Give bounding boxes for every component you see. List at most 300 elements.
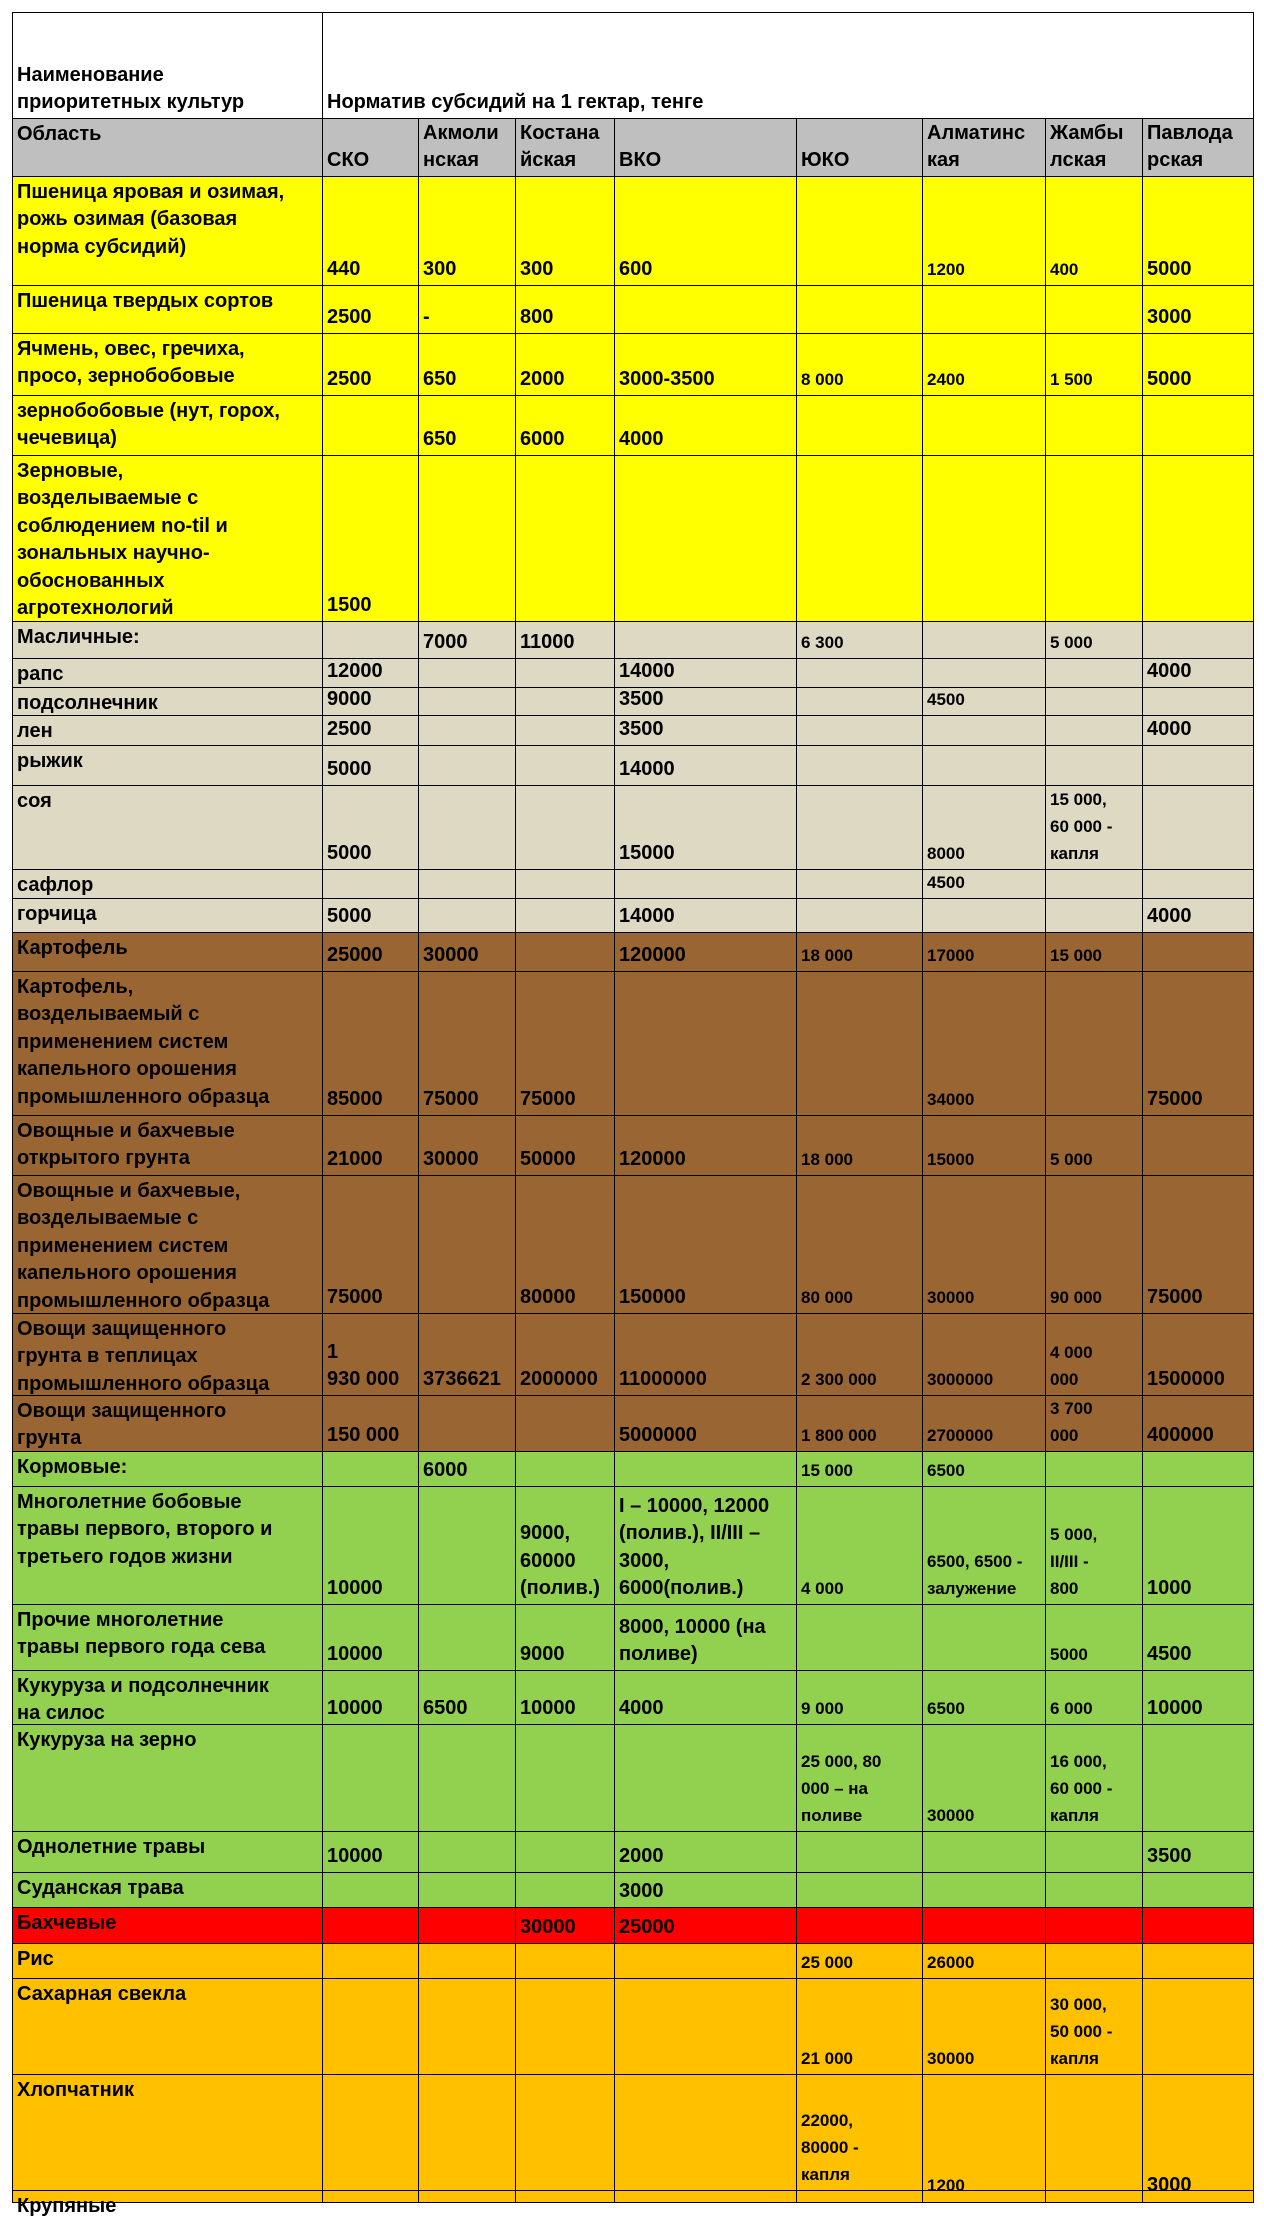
subsidy-value-cell (515, 1943, 616, 1980)
subsidy-value-cell-text: 2000000 (520, 1368, 598, 1391)
subsidy-value-cell (796, 2074, 924, 2192)
crop-name-cell-text: Зерновые, возделываемые с соблюдением no-til и зональных научно- обоснованных агротехнологий (17, 460, 228, 619)
subsidy-value-cell (922, 285, 1047, 335)
crop-name-cell-text: Пшеница яровая и озимая, рожь озимая (базовая норма субсидий) (17, 181, 285, 258)
subsidy-value-cell (322, 2190, 420, 2203)
subsidy-value-cell-text: 6 300 (801, 632, 844, 652)
subsidy-value-cell (418, 715, 517, 747)
subsidy-value-cell (614, 1604, 798, 1672)
subsidy-value-cell-text: 5000 (1147, 258, 1192, 281)
subsidy-value-cell (1045, 455, 1144, 623)
subsidy-value-cell-text: 25 000 (801, 1952, 853, 1972)
subsidy-value-cell (1045, 285, 1144, 335)
subsidy-value-cell (1142, 455, 1254, 623)
subsidy-value-cell (1142, 658, 1254, 689)
subsidy-value-cell-text: 10000 (327, 1845, 383, 1868)
subsidy-value-cell-text: 300 (520, 258, 554, 281)
crop-name-cell-text: сафлор (17, 874, 94, 896)
subsidy-value-cell (922, 932, 1047, 973)
subsidy-value-cell-text: 5 000 (1050, 1149, 1093, 1169)
crop-name-cell-text: Крупяные (17, 2195, 117, 2217)
crop-name-cell-text: Бахчевые (17, 1912, 117, 1934)
subsidy-value-cell-text: 34000 (927, 1089, 975, 1109)
subsidy-value-cell-text: 10000 (520, 1697, 576, 1720)
subsidy-value-cell (515, 2074, 616, 2192)
subsidy-value-cell (1142, 745, 1254, 787)
subsidy-value-cell (322, 1943, 420, 1980)
crop-name-cell-text: Ячмень, овес, гречиха, просо, зернобобовые (17, 338, 245, 388)
subsidy-value-cell-text: 4500 (1147, 1643, 1192, 1666)
subsidy-value-cell-text: 3000000 (927, 1369, 994, 1389)
subsidy-value-cell-text: 5000 (327, 905, 372, 928)
norm-header (322, 12, 1254, 120)
subsidy-value-cell (515, 658, 616, 689)
subsidy-value-cell (1142, 687, 1254, 717)
crop-name-cell (12, 745, 324, 787)
subsidy-value-cell (418, 971, 517, 1117)
subsidy-value-cell (322, 785, 420, 871)
subsidy-value-cell-text: 2000 (520, 368, 565, 391)
subsidy-value-cell (922, 455, 1047, 623)
crop-name-cell (12, 1724, 324, 1833)
subsidy-value-cell (515, 687, 616, 717)
subsidy-value-cell (922, 1175, 1047, 1315)
subsidy-value-cell (418, 785, 517, 871)
crop-name-cell (12, 1604, 324, 1672)
crop-name-cell (12, 176, 324, 287)
subsidy-value-cell (922, 1486, 1047, 1606)
subsidy-value-cell-text: 18 000 (801, 945, 853, 965)
subsidy-value-cell (418, 395, 517, 457)
subsidy-value-cell (614, 1115, 798, 1177)
subsidy-value-cell (322, 1724, 420, 1833)
subsidy-value-cell (1045, 1395, 1144, 1453)
subsidy-value-cell (322, 658, 420, 689)
subsidy-value-cell-text: 50000 (520, 1148, 576, 1171)
subsidy-value-cell-text: 6500 (423, 1697, 468, 1720)
crop-name-cell-text: Кукуруза на зерно (17, 1729, 197, 1751)
subsidy-value-cell (515, 1670, 616, 1726)
subsidy-value-cell-text: 15 000 (801, 1460, 853, 1480)
subsidy-value-cell-text: 12000 (327, 660, 383, 683)
crop-name-cell-text: соя (17, 790, 52, 812)
subsidy-value-cell-text: 3000-3500 (619, 368, 715, 391)
crop-name-cell-text: Пшеница твердых сортов (17, 290, 274, 312)
subsidy-value-cell (922, 687, 1047, 717)
subsidy-value-cell (614, 687, 798, 717)
crop-name-cell-text: Овощные и бахчевые открытого грунта (17, 1120, 235, 1170)
crop-name-cell-text: Рис (17, 1948, 54, 1970)
crop-name-cell-text: Сахарная свекла (17, 1983, 187, 2005)
subsidy-value-cell (614, 333, 798, 397)
subsidy-value-cell-text: 21 000 (801, 2048, 853, 2068)
subsidy-value-cell (1142, 395, 1254, 457)
subsidy-value-cell (1142, 1724, 1254, 1833)
subsidy-value-cell-text: 3 700 000 (1050, 1398, 1093, 1445)
subsidy-value-cell-text: 4 000 000 (1050, 1342, 1093, 1389)
crop-name-cell (12, 455, 324, 623)
subsidy-value-cell (1045, 1175, 1144, 1315)
subsidy-value-cell-text: 4 000 (801, 1578, 844, 1598)
subsidy-value-cell (1142, 1978, 1254, 2076)
subsidy-value-cell (796, 395, 924, 457)
subsidy-value-cell (322, 2074, 420, 2192)
subsidy-value-cell (796, 869, 924, 900)
crop-name-cell (12, 1907, 324, 1945)
subsidy-value-cell (614, 869, 798, 900)
subsidy-value-cell (796, 1604, 924, 1672)
subsidy-value-cell (322, 715, 420, 747)
subsidy-value-cell-text: 9000 (520, 1643, 565, 1666)
subsidy-value-cell (322, 1175, 420, 1315)
subsidy-value-cell (515, 285, 616, 335)
subsidy-value-cell-text: 16 000, 60 000 - капля (1050, 1751, 1113, 1825)
subsidy-value-cell (1142, 1451, 1254, 1488)
region-column-header-text: Алматинс кая (927, 121, 1026, 172)
subsidy-value-cell-text: 120000 (619, 944, 686, 967)
subsidy-value-cell (322, 1451, 420, 1488)
subsidy-value-cell-text: 440 (327, 258, 361, 281)
subsidy-value-cell (922, 658, 1047, 689)
subsidy-value-cell-text: 3000 (1147, 2174, 1192, 2197)
subsidy-value-cell (322, 285, 420, 335)
subsidy-value-cell (418, 285, 517, 335)
subsidy-value-cell (922, 1872, 1047, 1909)
crop-name-cell-text: Прочие многолетние травы первого года сева (17, 1609, 266, 1659)
subsidy-value-cell-text: 7000 (423, 631, 468, 654)
subsidy-value-cell (1142, 1313, 1254, 1397)
subsidy-value-cell (1045, 898, 1144, 934)
subsidy-value-cell (418, 1486, 517, 1606)
subsidy-value-cell-text: 4500 (927, 689, 965, 709)
crop-name-cell (12, 395, 324, 457)
crop-name-cell (12, 621, 324, 660)
subsidy-value-cell-text: 1500 (327, 594, 372, 617)
subsidy-value-cell-text: 3500 (619, 688, 664, 711)
subsidy-value-cell (796, 2190, 924, 2203)
subsidy-value-cell-text: 5 000, II/III - 800 (1050, 1524, 1098, 1598)
subsidy-value-cell-text: 30000 (423, 944, 479, 967)
subsidy-value-cell-text: 80000 (520, 1286, 576, 1309)
subsidy-value-cell (922, 1943, 1047, 1980)
subsidy-value-cell (796, 687, 924, 717)
subsidy-value-cell-text: 1000 (1147, 1577, 1192, 1600)
subsidy-value-cell (515, 1907, 616, 1945)
subsidy-value-cell (1045, 785, 1144, 871)
subsidy-value-cell (418, 658, 517, 689)
crop-name-cell (12, 869, 324, 900)
subsidy-value-cell (922, 621, 1047, 660)
subsidy-value-cell-text: - (423, 306, 430, 329)
crop-name-cell (12, 333, 324, 397)
subsidy-value-cell-text: 120000 (619, 1148, 686, 1171)
subsidy-value-cell (614, 658, 798, 689)
subsidy-value-cell-text: 8 000 (801, 369, 844, 389)
subsidy-value-cell (796, 285, 924, 335)
subsidy-value-cell-text: 150 000 (327, 1424, 400, 1447)
subsidy-value-cell-text: 75000 (327, 1286, 383, 1309)
subsidy-value-cell (796, 1175, 924, 1315)
crop-name-cell-text: Многолетние бобовые травы первого, второго и третьего годов жизни (17, 1491, 273, 1568)
subsidy-value-cell-text: 9000 (327, 688, 372, 711)
subsidy-value-cell-text: 8000 (927, 843, 965, 863)
subsidy-value-cell (796, 1978, 924, 2076)
crop-name-cell-text: Картофель, возделываемый с применением систем капельного орошения промышленного образца (17, 976, 270, 1108)
subsidy-value-cell (1142, 715, 1254, 747)
subsidy-value-cell-text: 11000000 (619, 1368, 707, 1391)
subsidy-value-cell (515, 621, 616, 660)
subsidy-value-cell (922, 1395, 1047, 1453)
crop-name-cell-text: Овощи защищенного грунта в теплицах промышленного образца (17, 1318, 270, 1395)
subsidy-value-cell-text: 2 300 000 (801, 1369, 877, 1389)
subsidy-value-cell (515, 1115, 616, 1177)
subsidy-value-cell-text: 600 (619, 258, 653, 281)
subsidy-value-cell-text: 90 000 (1050, 1287, 1102, 1307)
subsidy-value-cell (922, 395, 1047, 457)
subsidy-value-cell (1142, 1670, 1254, 1726)
subsidy-value-cell (1045, 176, 1144, 287)
region-column-header (418, 118, 517, 178)
subsidy-value-cell-text: 3500 (619, 718, 664, 741)
subsidy-value-cell (1045, 687, 1144, 717)
subsidy-value-cell (1142, 1115, 1254, 1177)
crop-name-cell (12, 2074, 324, 2192)
crop-name-cell (12, 1831, 324, 1874)
crop-name-cell (12, 1451, 324, 1488)
subsidy-value-cell (1142, 1604, 1254, 1672)
subsidy-value-cell-text: 10000 (327, 1577, 383, 1600)
subsidy-value-cell (515, 1872, 616, 1909)
subsidy-value-cell-text: 1 800 000 (801, 1425, 877, 1445)
subsidy-value-cell-text: 5 000 (1050, 632, 1093, 652)
subsidy-value-cell-text: 6000 (423, 1459, 468, 1482)
crop-name-cell-text: лен (17, 720, 53, 742)
subsidy-value-cell (1045, 1670, 1144, 1726)
crop-name-cell-text: зернобобовые (нут, горох, чечевица) (17, 400, 280, 450)
subsidy-value-cell (322, 1486, 420, 1606)
crop-name-cell (12, 785, 324, 871)
subsidy-value-cell-text: 75000 (1147, 1088, 1203, 1111)
subsidy-value-cell (515, 971, 616, 1117)
subsidy-value-cell (322, 1978, 420, 2076)
subsidy-value-cell-text: 650 (423, 368, 457, 391)
subsidy-value-cell (418, 1831, 517, 1874)
subsidy-value-cell (515, 898, 616, 934)
subsidy-value-cell (796, 1451, 924, 1488)
subsidy-value-cell (796, 176, 924, 287)
subsidy-value-cell (1142, 1943, 1254, 1980)
subsidy-value-cell (796, 898, 924, 934)
subsidy-value-cell-text: 15 000, 60 000 - капля (1050, 789, 1113, 863)
subsidy-value-cell (418, 1115, 517, 1177)
subsidy-value-cell-text: 75000 (1147, 1286, 1203, 1309)
crop-name-cell-text: Картофель (17, 937, 128, 959)
subsidy-value-cell-text: 30000 (927, 2048, 975, 2068)
subsidy-value-cell (614, 395, 798, 457)
subsidy-value-cell (796, 1486, 924, 1606)
subsidy-value-cell-text: 10000 (327, 1643, 383, 1666)
subsidy-value-cell (1045, 1872, 1144, 1909)
region-column-header-text: Акмоли нская (423, 121, 499, 172)
subsidy-value-cell (418, 1872, 517, 1909)
subsidy-value-cell (515, 715, 616, 747)
subsidy-value-cell (796, 1943, 924, 1980)
crop-name-header (12, 12, 324, 120)
subsidy-value-cell-text: 3000 (619, 1880, 664, 1903)
subsidy-value-cell (515, 1486, 616, 1606)
subsidy-value-cell-text: 6500, 6500 - залужение (927, 1551, 1023, 1598)
subsidy-value-cell-text: 3500 (1147, 1845, 1192, 1868)
subsidy-value-cell (322, 687, 420, 717)
subsidy-value-cell-text: 30000 (423, 1148, 479, 1171)
subsidy-value-cell (614, 1943, 798, 1980)
crop-name-cell (12, 1115, 324, 1177)
subsidy-value-cell (322, 898, 420, 934)
subsidy-value-cell (322, 395, 420, 457)
subsidy-value-cell (418, 1907, 517, 1945)
subsidy-value-cell-text: 6 000 (1050, 1698, 1093, 1718)
subsidy-value-cell-text: I – 10000, 12000 (полив.), II/III – 3000, 6000(полив.) (619, 1494, 770, 1600)
subsidy-value-cell (1045, 932, 1144, 973)
subsidy-value-cell (515, 785, 616, 871)
subsidy-value-cell-text: 10000 (1147, 1697, 1203, 1720)
subsidy-value-cell-text: 22000, 80000 - капля (801, 2110, 859, 2184)
subsidy-value-cell (1045, 621, 1144, 660)
crop-name-cell-text: горчица (17, 903, 97, 925)
subsidy-value-cell-text: 1 930 000 (327, 1340, 400, 1391)
subsidy-value-cell (515, 1978, 616, 2076)
crop-name-cell (12, 1670, 324, 1726)
subsidy-value-cell-text: 2500 (327, 368, 372, 391)
crop-name-cell (12, 932, 324, 973)
subsidy-value-cell-text: 8000, 10000 (на поливе) (619, 1615, 766, 1666)
subsidy-value-cell (1142, 785, 1254, 871)
subsidy-value-cell-text: 2500 (327, 306, 372, 329)
subsidy-value-cell-text: 30000 (927, 1805, 975, 1825)
subsidy-value-cell (614, 176, 798, 287)
subsidy-value-cell (796, 971, 924, 1117)
subsidy-value-cell (796, 621, 924, 660)
subsidy-value-cell-text: 21000 (327, 1148, 383, 1171)
subsidy-value-cell (322, 1313, 420, 1397)
subsidy-value-cell (322, 932, 420, 973)
subsidy-value-cell (418, 2190, 517, 2203)
subsidy-value-cell (922, 745, 1047, 787)
subsidy-value-cell (515, 745, 616, 787)
subsidy-value-cell (796, 455, 924, 623)
subsidy-value-cell (418, 1313, 517, 1397)
crop-name-cell-text: Масличные: (17, 626, 140, 648)
subsidy-value-cell (1045, 658, 1144, 689)
crop-name-cell-text: рыжик (17, 750, 83, 772)
subsidy-value-cell (796, 1395, 924, 1453)
subsidy-value-cell (1045, 1943, 1144, 1980)
subsidy-value-cell (418, 1724, 517, 1833)
crop-name-cell (12, 971, 324, 1117)
subsidy-value-cell-text: 300 (423, 258, 457, 281)
subsidy-value-cell-text: 2400 (927, 369, 965, 389)
subsidy-value-cell-text: 30 000, 50 000 - капля (1050, 1994, 1113, 2068)
region-column-header (1142, 118, 1254, 178)
subsidy-value-cell (1045, 2190, 1144, 2203)
crop-name-cell-text: Кукуруза и подсолнечник на силос (17, 1675, 269, 1725)
subsidy-value-cell-text: 5000000 (619, 1424, 697, 1447)
subsidy-value-cell (515, 1724, 616, 1833)
crop-name-cell (12, 1395, 324, 1453)
subsidy-value-cell (1045, 1724, 1144, 1833)
subsidy-value-cell-text: 25 000, 80 000 – на поливе (801, 1751, 882, 1825)
subsidy-value-cell-text: 26000 (927, 1952, 975, 1972)
subsidy-value-cell (1045, 1313, 1144, 1397)
subsidy-value-cell (922, 333, 1047, 397)
subsidy-value-cell (796, 932, 924, 973)
subsidy-value-cell-text: 25000 (327, 944, 383, 967)
subsidy-value-cell-text: 1200 (927, 259, 965, 279)
crop-name-cell (12, 715, 324, 747)
region-column-header (922, 118, 1047, 178)
subsidy-value-cell-text: 85000 (327, 1088, 383, 1111)
subsidy-value-cell (796, 658, 924, 689)
subsidy-value-cell (322, 1831, 420, 1874)
crop-name-cell (12, 1486, 324, 1606)
subsidy-value-cell (796, 745, 924, 787)
subsidy-value-cell (418, 932, 517, 973)
crop-name-cell (12, 658, 324, 689)
subsidy-value-cell (322, 1115, 420, 1177)
subsidy-value-cell (322, 455, 420, 623)
subsidy-value-cell-text: 6000 (520, 428, 565, 451)
subsidy-value-cell (1045, 1115, 1144, 1177)
region-column-header (1045, 118, 1144, 178)
subsidy-value-cell (1045, 1831, 1144, 1874)
crop-name-cell (12, 1872, 324, 1909)
crop-name-cell (12, 898, 324, 934)
subsidy-value-cell (515, 932, 616, 973)
subsidy-value-cell-text: 5000 (327, 842, 372, 865)
subsidy-value-cell (796, 1313, 924, 1397)
subsidy-value-cell (614, 1907, 798, 1945)
norm-header-text: Норматив субсидий на 1 гектар, тенге (327, 91, 704, 114)
subsidy-value-cell (796, 1724, 924, 1833)
subsidy-value-cell (418, 745, 517, 787)
subsidy-value-cell (614, 2190, 798, 2203)
subsidy-value-cell (1142, 932, 1254, 973)
subsidy-value-cell (922, 1604, 1047, 1672)
subsidy-value-cell (418, 1175, 517, 1315)
subsidy-value-cell (614, 932, 798, 973)
subsidy-value-cell (322, 621, 420, 660)
subsidy-value-cell (922, 785, 1047, 871)
subsidy-value-cell (922, 1907, 1047, 1945)
subsidy-value-cell (418, 687, 517, 717)
subsidy-value-cell (418, 1943, 517, 1980)
subsidy-value-cell (322, 1604, 420, 1672)
subsidy-value-cell-text: 17000 (927, 945, 975, 965)
subsidy-value-cell (614, 1670, 798, 1726)
subsidy-value-cell (418, 1451, 517, 1488)
subsidy-value-cell (515, 2190, 616, 2203)
subsidy-value-cell (614, 1978, 798, 2076)
region-column-header-text: СКО (327, 149, 370, 172)
subsidy-value-cell (614, 285, 798, 335)
subsidy-value-cell (1142, 621, 1254, 660)
subsidy-value-cell (922, 898, 1047, 934)
subsidy-value-cell (796, 1872, 924, 1909)
region-column-header (515, 118, 616, 178)
subsidy-value-cell (418, 1604, 517, 1672)
subsidy-value-cell (515, 1451, 616, 1488)
subsidy-value-cell (1142, 1831, 1254, 1874)
